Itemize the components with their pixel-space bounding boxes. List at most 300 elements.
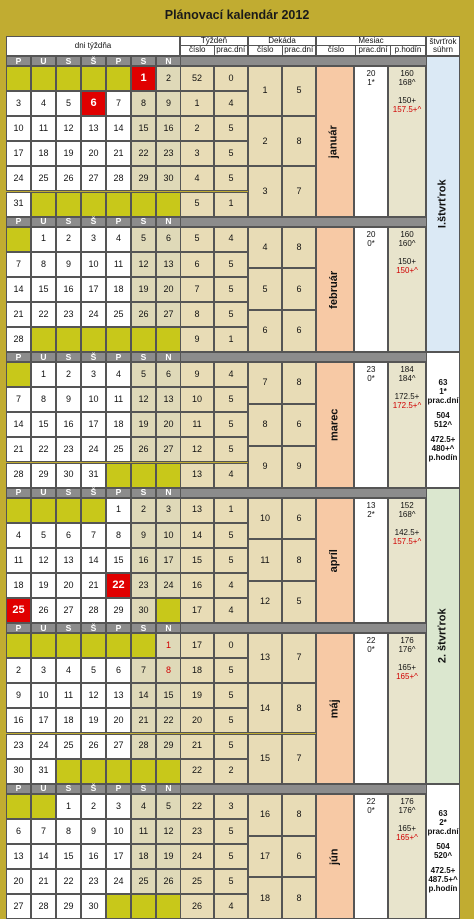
decade-workdays: 5 xyxy=(282,581,316,623)
day-cell[interactable]: 24 xyxy=(6,166,31,191)
decade-workdays: 6 xyxy=(282,310,316,352)
day-cell[interactable]: 17 xyxy=(106,844,131,869)
day-cell[interactable]: 13 xyxy=(81,116,106,141)
day-cell[interactable]: 12 xyxy=(131,252,156,277)
day-cell[interactable]: 11 xyxy=(6,548,31,573)
day-filler xyxy=(81,633,106,658)
month-workdays-value: 23 xyxy=(366,365,376,375)
day-cell[interactable]: 22 xyxy=(131,141,156,166)
day-cell[interactable]: 16 xyxy=(131,548,156,573)
day-cell[interactable]: 3 xyxy=(156,498,181,523)
day-cell[interactable]: 30 xyxy=(6,759,31,784)
day-cell[interactable]: 5 xyxy=(81,658,106,683)
day-cell[interactable]: 18 xyxy=(106,277,131,302)
day-cell[interactable]: 21 xyxy=(106,141,131,166)
day-cell[interactable]: 14 xyxy=(81,548,106,573)
day-cell[interactable]: 28 xyxy=(81,598,106,623)
day-cell[interactable]: 18 xyxy=(106,412,131,437)
quarter-cell xyxy=(426,784,460,919)
day-cell[interactable]: 7 xyxy=(81,523,106,548)
header-days xyxy=(6,36,180,56)
week-workdays: 5 xyxy=(214,819,248,844)
week-number: 26 xyxy=(180,894,214,919)
day-letter: N xyxy=(156,488,181,498)
day-cell[interactable]: 25 xyxy=(106,302,131,327)
quarter-summary-value: p.hodín xyxy=(428,884,458,894)
day-cell[interactable]: 7 xyxy=(31,819,56,844)
day-letter: Š xyxy=(81,56,106,66)
day-cell[interactable]: 17 xyxy=(156,548,181,573)
day-cell[interactable]: 26 xyxy=(156,869,181,894)
day-cell[interactable]: 5 xyxy=(31,523,56,548)
month-hours xyxy=(388,794,426,919)
day-cell[interactable]: 8 xyxy=(31,387,56,412)
month-workdays xyxy=(354,227,388,353)
day-cell[interactable]: 24 xyxy=(31,734,56,759)
day-cell[interactable]: 18 xyxy=(6,573,31,598)
day-cell[interactable]: 7 xyxy=(6,252,31,277)
day-cell[interactable]: 18 xyxy=(56,708,81,733)
day-cell[interactable]: 9 xyxy=(156,91,181,116)
month-workdays-value: 1* xyxy=(367,78,375,87)
day-letter: P xyxy=(6,56,31,66)
day-cell[interactable]: 6 xyxy=(156,227,181,252)
decade-number: 10 xyxy=(248,498,282,540)
day-cell[interactable]: 29 xyxy=(31,463,56,488)
day-letter: U xyxy=(31,623,56,633)
day-cell[interactable]: 26 xyxy=(31,598,56,623)
day-cell[interactable]: 3 xyxy=(6,91,31,116)
day-cell[interactable]: 28 xyxy=(106,166,131,191)
day-cell[interactable]: 2 xyxy=(6,658,31,683)
decade-number: 4 xyxy=(248,227,282,269)
week-number: 3 xyxy=(180,141,214,166)
quarter-summary-value: 63 xyxy=(438,377,448,387)
day-filler xyxy=(156,192,181,217)
day-cell[interactable]: 5 xyxy=(131,227,156,252)
day-cell[interactable]: 3 xyxy=(81,362,106,387)
day-cell[interactable]: 6 xyxy=(106,658,131,683)
week-workdays: 4 xyxy=(214,894,248,919)
week-number: 19 xyxy=(180,683,214,708)
week-workdays: 4 xyxy=(214,362,248,387)
day-cell[interactable]: 17 xyxy=(81,277,106,302)
day-cell[interactable]: 29 xyxy=(56,894,81,919)
day-filler xyxy=(131,192,156,217)
day-cell[interactable]: 3 xyxy=(31,658,56,683)
day-cell[interactable]: 26 xyxy=(131,437,156,462)
day-cell[interactable]: 22 xyxy=(156,708,181,733)
day-cell[interactable]: 10 xyxy=(6,116,31,141)
day-cell[interactable]: 19 xyxy=(56,141,81,166)
day-letter: S xyxy=(56,352,81,362)
week-number: 1 xyxy=(180,91,214,116)
day-cell[interactable]: 22 xyxy=(56,869,81,894)
day-cell[interactable]: 5 xyxy=(56,91,81,116)
decade-number: 8 xyxy=(248,404,282,446)
day-cell[interactable]: 5 xyxy=(131,362,156,387)
day-letter: U xyxy=(31,56,56,66)
day-cell[interactable]: 13 xyxy=(106,683,131,708)
day-cell[interactable]: 8 xyxy=(106,523,131,548)
day-cell[interactable]: 20 xyxy=(106,708,131,733)
day-cell[interactable]: 31 xyxy=(81,463,106,488)
header-month-title: Mesiac xyxy=(317,37,425,46)
header-decade-workdays: prac.dní xyxy=(284,45,314,54)
day-cell[interactable]: 16 xyxy=(156,116,181,141)
day-cell[interactable]: 4 xyxy=(106,362,131,387)
day-cell[interactable]: 15 xyxy=(56,844,81,869)
day-cell[interactable]: 24 xyxy=(81,437,106,462)
day-cell[interactable]: 21 xyxy=(131,708,156,733)
day-filler xyxy=(131,759,156,784)
day-cell[interactable]: 30 xyxy=(56,463,81,488)
day-cell[interactable]: 13 xyxy=(56,548,81,573)
day-cell[interactable]: 13 xyxy=(156,387,181,412)
day-cell[interactable]: 6 xyxy=(56,523,81,548)
day-cell[interactable]: 30 xyxy=(81,894,106,919)
day-letter: P xyxy=(6,784,31,794)
day-cell[interactable]: 2 xyxy=(56,227,81,252)
day-filler xyxy=(6,633,31,658)
day-cell[interactable]: 6 xyxy=(6,819,31,844)
day-cell[interactable]: 10 xyxy=(156,523,181,548)
day-cell[interactable]: 22 xyxy=(31,302,56,327)
day-cell[interactable]: 8 xyxy=(131,91,156,116)
quarter-summary-value: prac.dní xyxy=(427,395,459,405)
header-week-number: číslo xyxy=(181,46,215,55)
day-cell[interactable]: 20 xyxy=(156,277,181,302)
day-cell[interactable]: 24 xyxy=(156,573,181,598)
day-cell[interactable]: 22 xyxy=(106,573,131,598)
day-cell[interactable]: 4 xyxy=(131,794,156,819)
quarter-summary-value: 472.5+ xyxy=(430,434,456,444)
day-cell[interactable]: 6 xyxy=(81,91,106,116)
day-cell[interactable]: 12 xyxy=(81,683,106,708)
day-cell[interactable]: 4 xyxy=(31,91,56,116)
day-filler xyxy=(6,66,31,91)
day-cell[interactable]: 17 xyxy=(6,141,31,166)
day-cell[interactable]: 3 xyxy=(106,794,131,819)
day-cell[interactable]: 9 xyxy=(131,523,156,548)
week-workdays: 1 xyxy=(214,498,248,523)
week-workdays: 4 xyxy=(214,463,248,488)
day-cell[interactable]: 14 xyxy=(6,277,31,302)
day-cell[interactable]: 8 xyxy=(56,819,81,844)
header-week-workdays: prac.dní xyxy=(216,45,246,54)
day-filler xyxy=(31,66,56,91)
day-cell[interactable]: 23 xyxy=(56,437,81,462)
decade-workdays: 6 xyxy=(282,404,316,446)
day-cell[interactable]: 29 xyxy=(106,598,131,623)
day-cell[interactable]: 12 xyxy=(31,548,56,573)
week-workdays: 4 xyxy=(214,91,248,116)
month-hours xyxy=(388,498,426,624)
week-workdays: 5 xyxy=(214,658,248,683)
day-cell[interactable]: 7 xyxy=(131,658,156,683)
day-cell[interactable]: 12 xyxy=(156,819,181,844)
day-cell[interactable]: 20 xyxy=(6,869,31,894)
day-filler xyxy=(106,192,131,217)
day-cell[interactable]: 11 xyxy=(31,116,56,141)
day-cell[interactable]: 16 xyxy=(6,708,31,733)
day-cell[interactable]: 25 xyxy=(31,166,56,191)
week-workdays: 5 xyxy=(214,683,248,708)
day-cell[interactable]: 19 xyxy=(131,412,156,437)
day-cell[interactable]: 2 xyxy=(81,794,106,819)
day-cell[interactable]: 11 xyxy=(106,252,131,277)
day-cell[interactable]: 19 xyxy=(81,708,106,733)
month-hours-value: 184 xyxy=(400,365,414,375)
day-filler xyxy=(81,66,106,91)
day-cell[interactable]: 15 xyxy=(156,683,181,708)
day-cell[interactable]: 27 xyxy=(156,302,181,327)
day-letter: S xyxy=(131,217,156,227)
day-cell[interactable]: 1 xyxy=(56,794,81,819)
day-cell[interactable]: 28 xyxy=(31,894,56,919)
day-letter: P xyxy=(106,217,131,227)
day-filler xyxy=(81,192,106,217)
day-cell[interactable]: 13 xyxy=(6,844,31,869)
day-cell[interactable]: 29 xyxy=(156,734,181,759)
day-cell[interactable]: 21 xyxy=(6,437,31,462)
day-filler xyxy=(131,894,156,919)
day-cell[interactable]: 7 xyxy=(6,387,31,412)
day-cell[interactable]: 8 xyxy=(31,252,56,277)
day-cell[interactable]: 15 xyxy=(131,116,156,141)
month-hours xyxy=(388,633,426,784)
decade-number: 14 xyxy=(248,683,282,733)
day-cell[interactable]: 28 xyxy=(131,734,156,759)
day-cell[interactable]: 6 xyxy=(156,362,181,387)
day-cell[interactable]: 27 xyxy=(56,598,81,623)
day-cell[interactable]: 1 xyxy=(31,227,56,252)
day-letter: N xyxy=(156,56,181,66)
day-cell[interactable]: 2 xyxy=(156,66,181,91)
day-cell[interactable]: 25 xyxy=(106,437,131,462)
day-letter: S xyxy=(131,488,156,498)
day-cell[interactable]: 1 xyxy=(131,66,156,91)
month-name-label: jún xyxy=(328,848,341,865)
week-number: 23 xyxy=(180,819,214,844)
month-hours xyxy=(388,362,426,488)
day-cell[interactable]: 7 xyxy=(106,91,131,116)
week-number: 4 xyxy=(180,166,214,191)
day-cell[interactable]: 26 xyxy=(56,166,81,191)
day-filler xyxy=(6,794,31,819)
day-cell[interactable]: 24 xyxy=(106,869,131,894)
month-workdays-value: 0* xyxy=(367,805,375,815)
day-cell[interactable]: 23 xyxy=(81,869,106,894)
month-hours-value: 176 xyxy=(400,636,414,646)
day-cell[interactable]: 1 xyxy=(106,498,131,523)
day-cell[interactable]: 21 xyxy=(81,573,106,598)
week-number: 22 xyxy=(180,794,214,819)
week-workdays: 5 xyxy=(214,277,248,302)
day-cell[interactable]: 11 xyxy=(131,819,156,844)
day-cell[interactable]: 4 xyxy=(56,658,81,683)
day-cell[interactable]: 11 xyxy=(56,683,81,708)
day-cell[interactable]: 2 xyxy=(131,498,156,523)
day-cell[interactable]: 10 xyxy=(31,683,56,708)
week-number: 8 xyxy=(180,302,214,327)
day-cell[interactable]: 9 xyxy=(6,683,31,708)
day-cell[interactable]: 20 xyxy=(56,573,81,598)
day-filler xyxy=(56,327,81,352)
week-number: 21 xyxy=(180,734,214,759)
separator-bar xyxy=(180,56,460,66)
day-cell[interactable]: 19 xyxy=(131,277,156,302)
day-cell[interactable]: 31 xyxy=(6,192,31,217)
day-cell[interactable]: 29 xyxy=(131,166,156,191)
decade-workdays: 8 xyxy=(282,539,316,581)
day-cell[interactable]: 28 xyxy=(6,463,31,488)
day-cell[interactable]: 15 xyxy=(31,412,56,437)
day-cell[interactable]: 10 xyxy=(81,252,106,277)
month-workdays-value: 0* xyxy=(367,374,375,384)
week-number: 17 xyxy=(180,598,214,623)
month-hours-value: 176 xyxy=(400,796,414,806)
day-cell[interactable]: 23 xyxy=(156,141,181,166)
day-cell[interactable]: 18 xyxy=(31,141,56,166)
day-cell[interactable]: 20 xyxy=(81,141,106,166)
day-filler xyxy=(131,327,156,352)
week-number: 16 xyxy=(180,573,214,598)
day-cell[interactable]: 17 xyxy=(81,412,106,437)
month-hours-value: 160 xyxy=(400,69,414,78)
day-cell[interactable]: 1 xyxy=(156,633,181,658)
month-workdays-value: 0* xyxy=(367,645,375,655)
day-cell[interactable]: 14 xyxy=(31,844,56,869)
day-cell[interactable]: 21 xyxy=(31,869,56,894)
day-cell[interactable]: 16 xyxy=(56,277,81,302)
day-cell[interactable]: 19 xyxy=(31,573,56,598)
day-cell[interactable]: 16 xyxy=(56,412,81,437)
month-hours-value: 150+^ xyxy=(396,265,418,275)
decade-number: 1 xyxy=(248,66,282,116)
day-cell[interactable]: 31 xyxy=(31,759,56,784)
day-cell[interactable]: 27 xyxy=(106,734,131,759)
decade-workdays: 7 xyxy=(282,734,316,784)
day-letter: N xyxy=(156,623,181,633)
day-letter: S xyxy=(56,56,81,66)
day-filler xyxy=(6,227,31,252)
day-cell[interactable]: 4 xyxy=(6,523,31,548)
day-cell[interactable]: 27 xyxy=(6,894,31,919)
day-cell[interactable]: 26 xyxy=(131,302,156,327)
day-cell[interactable]: 13 xyxy=(156,252,181,277)
week-number: 10 xyxy=(180,387,214,412)
day-cell[interactable]: 16 xyxy=(81,844,106,869)
day-cell[interactable]: 9 xyxy=(81,819,106,844)
day-cell[interactable]: 4 xyxy=(106,227,131,252)
day-cell[interactable]: 8 xyxy=(156,658,181,683)
day-cell[interactable]: 14 xyxy=(6,412,31,437)
day-cell[interactable]: 2 xyxy=(56,362,81,387)
day-cell[interactable]: 15 xyxy=(31,277,56,302)
day-cell[interactable]: 15 xyxy=(106,548,131,573)
day-cell[interactable]: 23 xyxy=(6,734,31,759)
week-workdays: 3 xyxy=(214,794,248,819)
day-cell[interactable]: 18 xyxy=(131,844,156,869)
day-cell[interactable]: 21 xyxy=(6,302,31,327)
day-cell[interactable]: 12 xyxy=(131,387,156,412)
day-filler xyxy=(31,498,56,523)
month-workdays-value: 2* xyxy=(367,509,375,519)
header-days-label: dni týždňa xyxy=(74,40,112,50)
day-cell[interactable]: 27 xyxy=(81,166,106,191)
day-cell[interactable]: 14 xyxy=(106,116,131,141)
day-cell[interactable]: 11 xyxy=(106,387,131,412)
day-cell[interactable]: 20 xyxy=(156,412,181,437)
day-letter: P xyxy=(106,784,131,794)
day-letter: P xyxy=(6,623,31,633)
day-letter: S xyxy=(56,217,81,227)
day-cell[interactable]: 25 xyxy=(6,598,31,623)
day-cell[interactable]: 25 xyxy=(131,869,156,894)
day-cell[interactable]: 23 xyxy=(131,573,156,598)
day-filler xyxy=(131,463,156,488)
day-cell[interactable]: 1 xyxy=(31,362,56,387)
day-cell[interactable]: 24 xyxy=(81,302,106,327)
day-letter: Š xyxy=(81,488,106,498)
day-letter: Š xyxy=(81,217,106,227)
day-cell[interactable]: 3 xyxy=(81,227,106,252)
day-cell[interactable]: 10 xyxy=(106,819,131,844)
quarter-summary-value: 520^ xyxy=(433,851,453,861)
day-cell[interactable]: 30 xyxy=(156,166,181,191)
decade-number: 15 xyxy=(248,734,282,784)
day-letter: P xyxy=(106,56,131,66)
week-number: 9 xyxy=(180,362,214,387)
day-cell[interactable]: 25 xyxy=(56,734,81,759)
day-cell[interactable]: 5 xyxy=(156,794,181,819)
day-cell[interactable]: 23 xyxy=(56,302,81,327)
decade-number: 7 xyxy=(248,362,282,404)
day-filler xyxy=(81,327,106,352)
day-cell[interactable]: 28 xyxy=(6,327,31,352)
decade-number: 13 xyxy=(248,633,282,683)
week-workdays: 4 xyxy=(214,227,248,252)
day-cell[interactable]: 14 xyxy=(131,683,156,708)
day-filler xyxy=(56,759,81,784)
separator-bar xyxy=(180,623,460,633)
week-workdays: 4 xyxy=(214,573,248,598)
decade-workdays: 8 xyxy=(282,362,316,404)
quarter-cell xyxy=(426,488,460,784)
day-cell[interactable]: 9 xyxy=(56,252,81,277)
day-filler xyxy=(106,894,131,919)
quarter-label: I.štvrťrok xyxy=(436,179,449,229)
day-cell[interactable]: 17 xyxy=(31,708,56,733)
decade-workdays: 6 xyxy=(282,498,316,540)
day-cell[interactable]: 27 xyxy=(156,437,181,462)
day-cell[interactable]: 12 xyxy=(56,116,81,141)
day-letter: N xyxy=(156,217,181,227)
day-cell[interactable]: 30 xyxy=(131,598,156,623)
day-cell[interactable]: 9 xyxy=(56,387,81,412)
calendar-grid xyxy=(6,36,468,911)
quarter-summary-value: prac.dní xyxy=(427,827,459,837)
quarter-cell xyxy=(426,352,460,488)
day-cell[interactable]: 26 xyxy=(81,734,106,759)
day-cell[interactable]: 10 xyxy=(81,387,106,412)
day-letter: P xyxy=(106,488,131,498)
week-number: 22 xyxy=(180,759,214,784)
week-number: 24 xyxy=(180,844,214,869)
day-cell[interactable]: 22 xyxy=(31,437,56,462)
day-cell[interactable]: 19 xyxy=(156,844,181,869)
